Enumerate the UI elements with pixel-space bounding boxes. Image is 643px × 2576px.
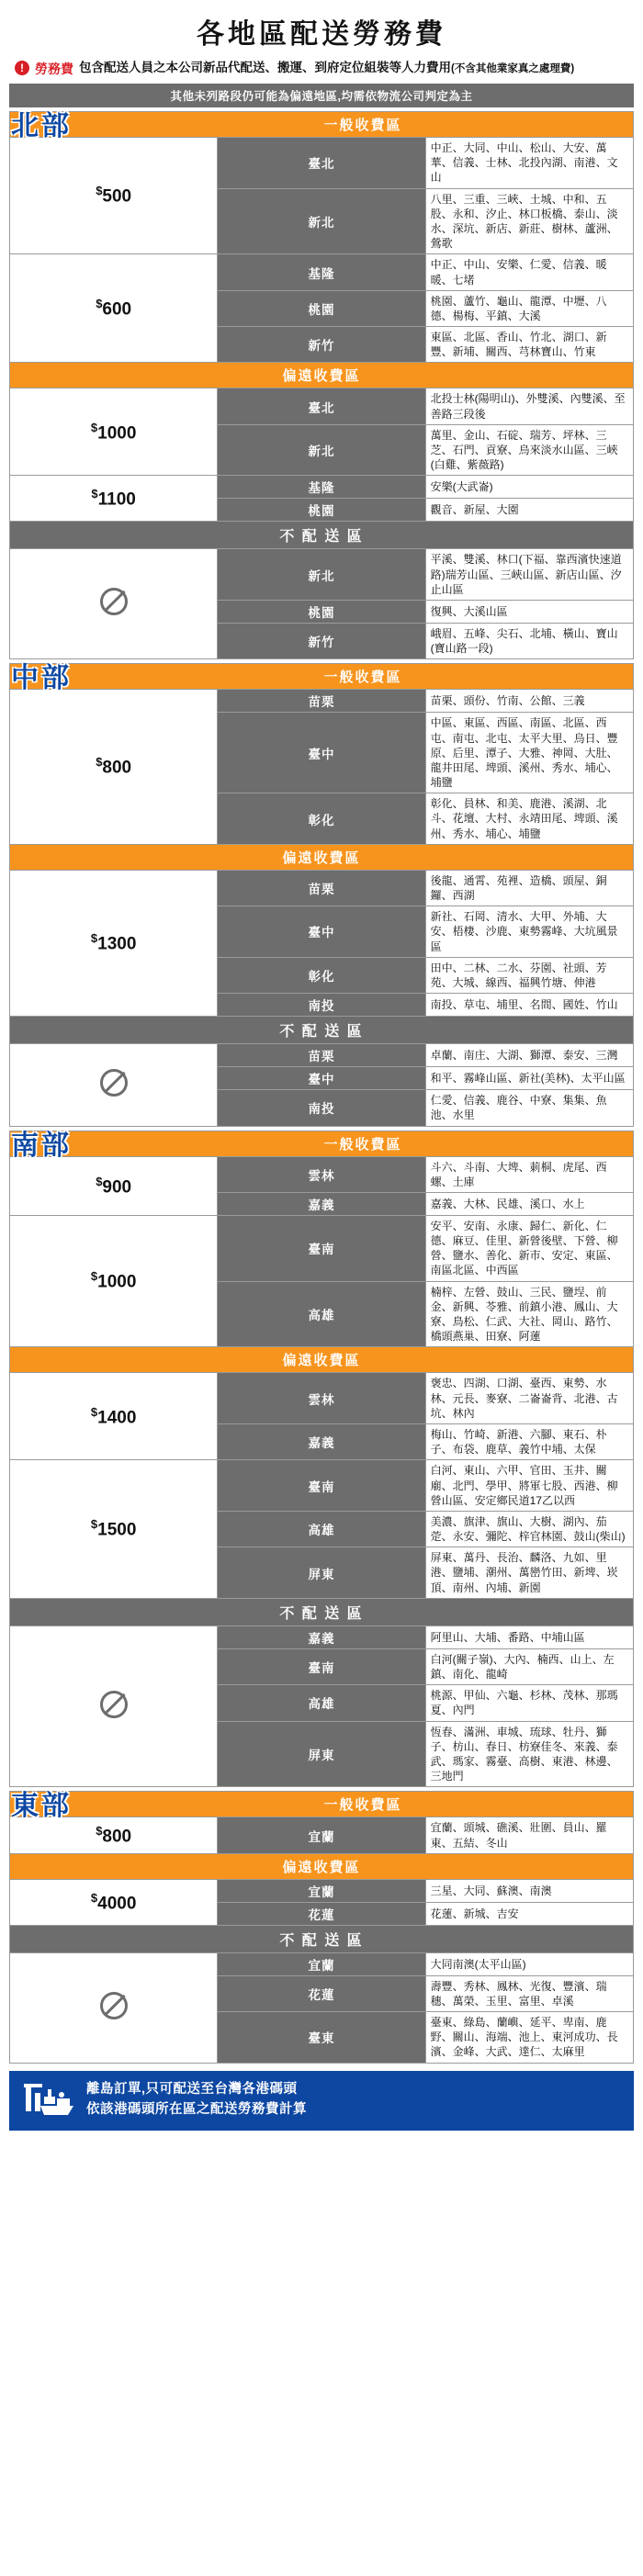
- city-label: 雲林: [218, 1373, 425, 1424]
- no-delivery-icon: [10, 1044, 218, 1126]
- section-heading: 一般收費區: [10, 664, 634, 690]
- city-label: 苗栗: [218, 690, 425, 713]
- city-label: 苗栗: [218, 1044, 425, 1067]
- area-list: 嘉義、大林、民雄、溪口、水上: [425, 1192, 633, 1215]
- disclaimer-band: 其他未列路段仍可能為偏遠地區,均需依物流公司判定為主: [9, 84, 634, 107]
- price-amount: 900: [102, 1176, 132, 1197]
- city-label: 嘉義: [218, 1423, 425, 1459]
- table-row: [10, 1373, 634, 1424]
- city-label: 桃園: [218, 290, 425, 326]
- area-list: 斗六、斗南、大埤、莿桐、虎尾、西螺、土庫: [425, 1156, 633, 1192]
- area-list: 北投士林(陽明山)、外雙溪、內雙溪、至善路三段後: [425, 388, 633, 424]
- price-amount: 1000: [97, 1272, 137, 1292]
- city-label: 雲林: [218, 1156, 425, 1192]
- section-heading: 偏遠收費區: [10, 363, 634, 388]
- table-row: [10, 254, 634, 290]
- price-cell: [10, 1817, 218, 1853]
- area-list: 平溪、雙溪、林口(下福、靠西濱快速道路)瑞芳山區、三峽山區、新店山區、汐止山區: [425, 549, 633, 601]
- area-list: 中正、中山、安樂、仁愛、信義、暖暖、七堵: [425, 254, 633, 290]
- price-cell: [10, 690, 218, 845]
- city-label: 宜蘭: [218, 1952, 425, 1975]
- city-label: 新北: [218, 188, 425, 254]
- area-list: 後龍、通霄、苑裡、造橋、頭屋、銅鑼、西湖: [425, 870, 633, 906]
- city-label: 臺中: [218, 713, 425, 793]
- price-cell: [10, 870, 218, 1016]
- area-list: 復興、大溪山區: [425, 600, 633, 623]
- price-cell: [10, 1879, 218, 1925]
- section-heading-row: [10, 844, 634, 870]
- section-heading-row: [10, 664, 634, 690]
- section-heading: 一般收費區: [10, 112, 634, 138]
- prohibition-icon: [100, 588, 128, 615]
- area-list: 峨眉、五峰、尖石、北埔、橫山、寶山(寶山路一段): [425, 623, 633, 658]
- currency-symbol: $: [96, 1174, 103, 1188]
- area-list: 安樂(大武崙): [425, 476, 633, 499]
- price-cell: [10, 1215, 218, 1347]
- section-heading-row: [10, 363, 634, 388]
- city-label: 桃園: [218, 600, 425, 623]
- area-list: 仁愛、信義、鹿谷、中寮、集集、魚池、水里: [425, 1090, 633, 1126]
- city-label: 彰化: [218, 957, 425, 993]
- area-list: 中正、大同、中山、松山、大安、萬華、信義、士林、北投內湖、南港、文山: [425, 138, 633, 189]
- area-list: 梅山、竹崎、新港、六腳、東石、朴子、布袋、鹿草、義竹中埔、太保: [425, 1423, 633, 1459]
- footer-line-1: 離島訂單,只可配送至台灣各港碼頭: [86, 2082, 298, 2098]
- footer-notice: [9, 2071, 634, 2131]
- region-table: [9, 111, 634, 659]
- price-amount: 1100: [97, 489, 136, 510]
- table-row: [10, 388, 634, 424]
- area-list: 新社、石岡、清水、大甲、外埔、大安、梧棲、沙鹿、東勢霧峰、大坑風景區: [425, 906, 633, 958]
- city-label: 彰化: [218, 793, 425, 845]
- currency-symbol: $: [91, 487, 98, 501]
- city-label: 花蓮: [218, 1975, 425, 2011]
- area-list: 阿里山、大埔、番路、中埔山區: [425, 1625, 633, 1648]
- region-block: [9, 1131, 634, 1788]
- city-label: 臺北: [218, 388, 425, 424]
- currency-symbol: $: [90, 1404, 98, 1419]
- price-amount: 1400: [97, 1408, 137, 1427]
- area-list: 花蓮、新城、吉安: [425, 1902, 633, 1925]
- regions-container: [9, 111, 634, 2064]
- area-list: 南投、草屯、埔里、名間、國姓、竹山: [425, 994, 633, 1017]
- section-heading: 偏遠收費區: [10, 1853, 634, 1879]
- currency-symbol: $: [90, 420, 98, 434]
- city-label: 臺南: [218, 1215, 425, 1281]
- currency-symbol: $: [96, 297, 103, 311]
- city-label: 臺南: [218, 1648, 425, 1684]
- city-label: 南投: [218, 1090, 425, 1126]
- city-label: 桃園: [218, 499, 425, 522]
- region-table: [9, 663, 634, 1126]
- region-title: 中部: [11, 663, 72, 694]
- section-heading-row: [10, 1347, 634, 1373]
- price-cell: [10, 1460, 218, 1599]
- city-label: 新北: [218, 549, 425, 601]
- city-label: 基隆: [218, 476, 425, 499]
- section-heading-row: [10, 1792, 634, 1817]
- area-list: 和平、霧峰山區、新社(美林)、太平山區: [425, 1067, 633, 1090]
- price-cell: [10, 1156, 218, 1215]
- table-row: [10, 1817, 634, 1853]
- city-label: 宜蘭: [218, 1817, 425, 1853]
- area-list: 宜蘭、頭城、礁溪、壯圍、員山、羅東、五結、冬山: [425, 1817, 633, 1853]
- section-heading-row: [10, 1131, 634, 1156]
- city-label: 高雄: [218, 1511, 425, 1547]
- price-amount: 1500: [97, 1520, 137, 1540]
- area-list: 安平、安南、永康、歸仁、新化、仁德、麻豆、佳里、新營後壁、下營、柳營、鹽水、善化、新市、安定、東區、南區北區、中西區: [425, 1215, 633, 1281]
- area-list: 白河、東山、六甲、官田、玉井、關廟、北門、學甲、將軍七股、西港、柳營山區、安定鄉民道17乙以西: [425, 1460, 633, 1512]
- port-ship-icon: [22, 2078, 77, 2123]
- table-row: [10, 1460, 634, 1512]
- region-title: 東部: [11, 1791, 72, 1822]
- area-list: 東區、北區、香山、竹北、湖口、新豐、新埔、關西、芎林寶山、竹東: [425, 327, 633, 363]
- table-row: [10, 1215, 634, 1281]
- city-label: 新竹: [218, 623, 425, 658]
- price-cell: [10, 1373, 218, 1460]
- area-list: 褒忠、四湖、口湖、臺西、東勢、水林、元長、麥寮、二崙崙背、北港、古坑、林內: [425, 1373, 633, 1424]
- area-list: 觀音、新屋、大園: [425, 499, 633, 522]
- area-list: 田中、二林、二水、芬園、社頭、芳苑、大城、線西、福興竹塘、伸港: [425, 957, 633, 993]
- fee-note-text: 包含配送人員之本公司新品代配送、搬運、到府定位組裝等人力費用: [79, 61, 451, 74]
- price-cell: [10, 254, 218, 363]
- currency-symbol: $: [96, 1823, 103, 1838]
- city-label: 臺中: [218, 1067, 425, 1090]
- no-delivery-icon: [10, 1952, 218, 2063]
- currency-symbol: $: [90, 1269, 98, 1284]
- currency-symbol: $: [90, 1517, 98, 1532]
- section-heading-row: [10, 522, 634, 549]
- area-list: 彰化、員林、和美、鹿港、溪湖、北斗、花壇、大村、永靖田尾、埤頭、溪州、秀水、埔心、埔鹽: [425, 793, 633, 845]
- area-list: 卓蘭、南庄、大湖、獅潭、泰安、三灣: [425, 1044, 633, 1067]
- region-block: [9, 111, 634, 659]
- area-list: 臺東、綠島、蘭嶼、延平、卑南、鹿野、關山、海端、池上、東河成功、長濱、金峰、大武、達仁、太麻里: [425, 2012, 633, 2064]
- table-row: [10, 1156, 634, 1192]
- city-label: 高雄: [218, 1281, 425, 1347]
- price-amount: 800: [102, 1827, 132, 1847]
- table-row: [10, 549, 634, 601]
- price-amount: 500: [102, 186, 132, 207]
- currency-symbol: $: [96, 184, 103, 198]
- region-title: 南部: [11, 1130, 72, 1161]
- city-label: 屏東: [218, 1721, 425, 1787]
- price-amount: 4000: [97, 1893, 137, 1913]
- price-cell: [10, 388, 218, 476]
- area-list: 白河(關子嶺)、大內、楠西、山上、左鎮、南化、龍崎: [425, 1648, 633, 1684]
- section-heading: 不 配 送 區: [10, 1598, 634, 1625]
- city-label: 嘉義: [218, 1192, 425, 1215]
- footer-text: [86, 2080, 307, 2120]
- prohibition-icon: [100, 1691, 128, 1718]
- city-label: 臺北: [218, 138, 425, 189]
- area-list: 萬里、金山、石碇、瑞芳、坪林、三芝、石門、貢寮、烏來淡水山區、三峽(白雞、紫薇路): [425, 424, 633, 476]
- currency-symbol: $: [90, 931, 98, 946]
- city-label: 高雄: [218, 1685, 425, 1721]
- table-row: [10, 476, 634, 499]
- table-row: [10, 690, 634, 713]
- table-row: [10, 1044, 634, 1067]
- table-row: [10, 1625, 634, 1648]
- fee-note-small: (不含其他業家真之處理費): [451, 63, 575, 74]
- city-label: 臺東: [218, 2012, 425, 2064]
- section-heading: 一般收費區: [10, 1792, 634, 1817]
- area-list: 美濃、旗津、旗山、大樹、湖內、茄萣、永安、彌陀、梓官林園、鼓山(柴山): [425, 1511, 633, 1547]
- section-heading: 一般收費區: [10, 1131, 634, 1156]
- section-heading-row: [10, 1925, 634, 1952]
- region-table: [9, 1131, 634, 1788]
- area-list: 中區、東區、西區、南區、北區、西屯、南屯、北屯、太平大里、烏日、豐原、后里、潭子、大雅、神岡、大肚、龍井田尾、埤頭、溪州、秀水、埔心、埔鹽: [425, 713, 633, 793]
- page-title: 各地區配送勞務費: [197, 19, 446, 50]
- no-delivery-icon: [10, 549, 218, 659]
- price-amount: 1000: [97, 423, 137, 444]
- area-list: 恆春、滿洲、車城、琉球、牡丹、獅子、枋山、春日、枋寮佳冬、來義、泰武、瑪家、霧臺、高樹、東港、林邊、三地門: [425, 1721, 633, 1787]
- section-heading: 偏遠收費區: [10, 1347, 634, 1373]
- city-label: 南投: [218, 994, 425, 1017]
- fee-note-body: [79, 59, 574, 77]
- prohibition-icon: [100, 1992, 128, 2019]
- price-amount: 1300: [97, 934, 137, 954]
- section-heading-row: [10, 1853, 634, 1879]
- price-cell: [10, 138, 218, 254]
- no-delivery-icon: [10, 1625, 218, 1787]
- exclamation-icon: !: [15, 61, 29, 75]
- city-label: 臺南: [218, 1460, 425, 1512]
- section-heading: 偏遠收費區: [10, 844, 634, 870]
- area-list: 屏東、萬丹、長治、麟洛、九如、里港、鹽埔、潮州、萬巒竹田、新埤、崁頂、南州、內埔、新園: [425, 1547, 633, 1599]
- area-list: 八里、三重、三峽、土城、中和、五股、永和、汐止、林口板橋、泰山、淡水、深坑、新店、新莊、樹林、蘆洲、鶯歌: [425, 188, 633, 254]
- region-block: [9, 663, 634, 1126]
- section-heading-row: [10, 1017, 634, 1044]
- city-label: 新北: [218, 424, 425, 476]
- area-list: 苗栗、頭份、竹南、公館、三義: [425, 690, 633, 713]
- region-table: [9, 1791, 634, 2063]
- area-list: 桃園、蘆竹、龜山、龍潭、中壢、八德、楊梅、平鎮、大溪: [425, 290, 633, 326]
- city-label: 苗栗: [218, 870, 425, 906]
- currency-symbol: $: [90, 1890, 98, 1905]
- table-row: [10, 1952, 634, 1975]
- footer-line-2: 依該港碼頭所在區之配送勞務費計算: [86, 2102, 307, 2118]
- price-cell: [10, 476, 218, 522]
- section-heading-row: [10, 112, 634, 138]
- region-block: [9, 1791, 634, 2063]
- area-list: 大同南澳(太平山區): [425, 1952, 633, 1975]
- city-label: 新竹: [218, 327, 425, 363]
- city-label: 屏東: [218, 1547, 425, 1599]
- section-heading: 不 配 送 區: [10, 1925, 634, 1952]
- city-label: 宜蘭: [218, 1879, 425, 1902]
- area-list: 壽豐、秀林、鳳林、光復、豐濱、瑞穗、萬榮、玉里、富里、卓溪: [425, 1975, 633, 2011]
- region-title: 北部: [11, 111, 72, 141]
- section-heading-row: [10, 1598, 634, 1625]
- price-amount: 800: [102, 758, 132, 778]
- area-list: 楠梓、左營、鼓山、三民、鹽埕、前金、新興、苓雅、前鎮小港、鳳山、大寮、鳥松、仁武、大社、岡山、路竹、橋頭燕巢、田寮、阿蓮: [425, 1281, 633, 1347]
- section-heading: 不 配 送 區: [10, 1017, 634, 1044]
- city-label: 基隆: [218, 254, 425, 290]
- city-label: 嘉義: [218, 1625, 425, 1648]
- table-row: [10, 138, 634, 189]
- table-row: [10, 870, 634, 906]
- price-amount: 600: [102, 299, 132, 320]
- city-label: 花蓮: [218, 1902, 425, 1925]
- city-label: 臺中: [218, 906, 425, 958]
- prohibition-icon: [100, 1069, 128, 1097]
- fee-note-label: 勞務費: [35, 62, 73, 76]
- section-heading: 不 配 送 區: [10, 522, 634, 549]
- fee-note: [9, 59, 634, 84]
- area-list: 三星、大同、蘇澳、南澳: [425, 1879, 633, 1902]
- currency-symbol: $: [96, 755, 103, 770]
- area-list: 桃源、甲仙、六龜、杉林、茂林、那瑪夏、內門: [425, 1685, 633, 1721]
- table-row: [10, 1879, 634, 1902]
